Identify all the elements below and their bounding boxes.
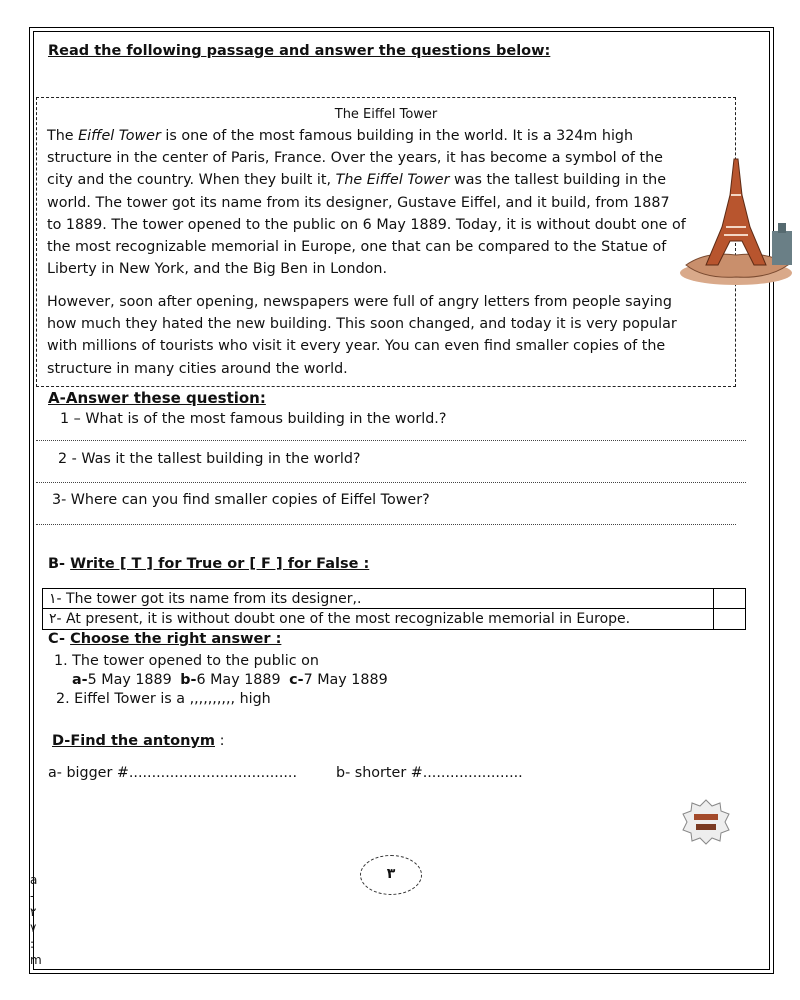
section-b-prefix: B-: [48, 556, 66, 572]
margin-glyph: -: [30, 889, 35, 903]
option-a-label[interactable]: a-: [72, 672, 88, 688]
statement-text: At present, it is without doubt one of the most recognizable memorial in Europe.: [66, 611, 631, 627]
section-d-title: D-Find the antonym: [52, 733, 215, 749]
passage-line: structure in many cities around the world.: [47, 360, 348, 377]
passage-line: the most recognizable memorial in Europe, one that can be compared to the Statue of: [47, 239, 667, 256]
option-c-label[interactable]: c-: [289, 672, 304, 688]
item-number: ١-: [49, 591, 62, 607]
section-a-heading: A-Answer these question:: [48, 389, 266, 407]
section-b-title: Write [ T ] for True or [ F ] for False :: [70, 556, 370, 572]
margin-glyph: ٧: [30, 921, 37, 935]
true-false-table: [42, 588, 746, 630]
choice-options: [72, 672, 388, 688]
choice-question-2: 2. Eiffel Tower is a ,,,,,,,,,, high: [56, 691, 271, 707]
question-2: 2 - Was it the tallest building in the world?: [58, 451, 361, 467]
margin-glyph: :: [30, 937, 35, 951]
passage-line: with millions of tourists who visit it every year. You can even find smaller copies of the: [47, 338, 666, 355]
margin-glyph: m: [30, 953, 42, 967]
option-a-text[interactable]: 5 May 1889: [87, 672, 172, 688]
table-row: [43, 589, 713, 609]
section-b-heading: [48, 556, 369, 572]
passage-line: city and the country. When they built it, The Eiffel Tower was the tallest building in the: [47, 172, 667, 189]
passage-line: structure in the center of Paris, France. Over the years, it has become a symbol of the: [47, 150, 663, 167]
answer-line-2[interactable]: [36, 482, 746, 483]
page-number: ٣: [360, 855, 422, 895]
option-b-label[interactable]: b-: [180, 672, 197, 688]
passage-line: Liberty in New York, and the Big Ben in London.: [47, 261, 388, 278]
answer-cell-1[interactable]: [713, 589, 745, 609]
margin-glyph: a: [30, 873, 38, 887]
passage-paragraph-1: [47, 125, 712, 280]
passage-line: The Eiffel Tower is one of the most famous building in the world. It is a 324m high: [47, 128, 634, 144]
option-b-text[interactable]: 6 May 1889: [196, 672, 281, 688]
antonym-b[interactable]: b- shorter #......................: [336, 765, 523, 781]
option-c-text[interactable]: 7 May 1889: [303, 672, 388, 688]
section-c-prefix: C-: [48, 631, 65, 647]
margin-glyph: ٢: [30, 905, 37, 919]
section-d-heading: [52, 733, 224, 749]
section-c-title: Choose the right answer :: [70, 631, 282, 647]
section-c-heading: [48, 631, 281, 647]
question-3: 3- Where can you find smaller copies of Eiffel Tower?: [52, 492, 430, 508]
instructions-heading: Read the following passage and answer the questions below:: [48, 43, 551, 59]
antonym-a[interactable]: a- bigger #.....................................: [48, 765, 298, 781]
passage-line: world. The tower got its name from its designer, Gustave Eiffel, and it build, from 1887: [47, 194, 670, 211]
question-1: 1 – What is of the most famous building in the world.?: [60, 411, 447, 427]
passage-line: However, soon after opening, newspapers were full of angry letters from people saying: [47, 294, 672, 310]
passage-paragraph-2: [47, 291, 712, 380]
statement-text: The tower got its name from its designer,.: [66, 591, 362, 607]
passage-title: The Eiffel Tower: [334, 107, 438, 122]
item-number: ٢-: [49, 611, 62, 627]
stamp-logo-icon: [680, 798, 732, 846]
passage-line: to 1889. The tower opened to the public on 6 May 1889. Today, it is without doubt one of: [47, 216, 686, 233]
answer-line-1[interactable]: [36, 440, 746, 441]
answer-cell-2[interactable]: [713, 609, 745, 629]
table-row: [43, 609, 713, 629]
passage-line: how much they hated the new building. This soon changed, and today it is very popular: [47, 316, 677, 333]
answer-line-3[interactable]: [36, 524, 736, 525]
section-d-colon: :: [214, 733, 225, 749]
choice-question-1: 1. The tower opened to the public on: [54, 653, 319, 669]
eiffel-tower-illustration: [676, 155, 794, 287]
